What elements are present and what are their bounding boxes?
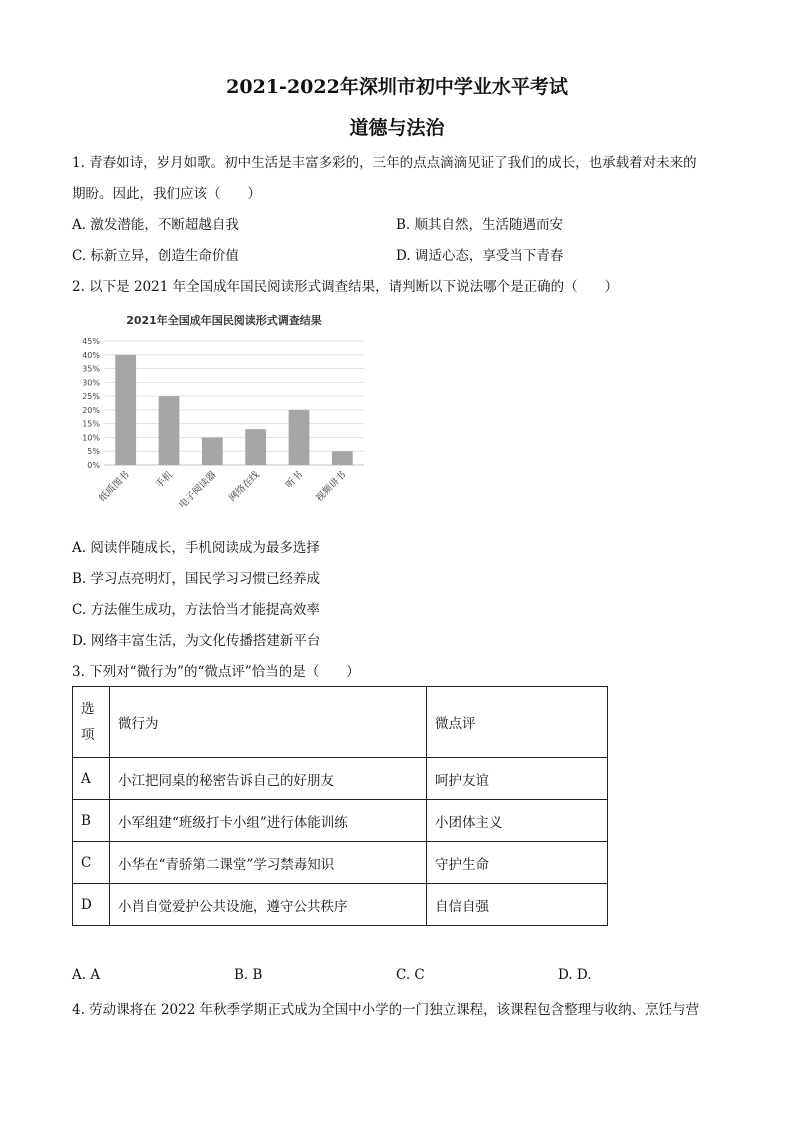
y-tick-label: 15% (82, 419, 100, 429)
q1-stem-line2: 期盼。因此，我们应该（ ） (72, 186, 261, 202)
header-option-cell (73, 687, 110, 758)
q2-option-d[interactable]: D. 网络丰富生活，为文化传播搭建新平台 (72, 633, 321, 649)
y-tick-label: 35% (82, 364, 100, 374)
chart-title: 2021年全国成年国民阅读形式调查结果 (126, 314, 322, 327)
bar (202, 437, 223, 465)
q1-option-b[interactable]: B. 顺其自然，生活随遇而安 (396, 217, 564, 233)
y-tick-label: 0% (87, 461, 100, 470)
row-behavior: 小华在“青骄第二课堂”学习禁毒知识 (110, 842, 427, 884)
y-tick-label: 30% (82, 378, 100, 388)
q3-option-a[interactable]: A. A (72, 967, 101, 983)
q1-option-d[interactable]: D. 调适心态，享受当下青春 (396, 248, 564, 264)
x-category-label: 电子阅读器 (177, 469, 219, 511)
q1-option-a[interactable]: A. 激发潜能，不断超越自我 (72, 217, 239, 233)
table-row (73, 758, 608, 800)
row-option: B (73, 800, 110, 842)
row-comment: 呵护友谊 (427, 758, 608, 800)
q3-stem: 3. 下列对“微行为”的“微点评”恰当的是（ ） (72, 664, 360, 680)
row-comment: 小团体主义 (427, 800, 608, 842)
reading-format-bar-chart (72, 305, 372, 527)
x-category-label: 视频讲书 (313, 469, 349, 505)
x-category-label: 网络在线 (227, 469, 262, 505)
bar (115, 355, 136, 465)
y-tick-label: 10% (82, 433, 100, 443)
row-comment: 自信自强 (427, 884, 608, 926)
y-tick-label: 5% (87, 447, 100, 457)
row-behavior: 小江把同桌的秘密告诉自己的好朋友 (110, 758, 427, 800)
table-row (73, 884, 608, 926)
row-comment: 守护生命 (427, 842, 608, 884)
q2-option-a[interactable]: A. 阅读伴随成长，手机阅读成为最多选择 (72, 540, 320, 556)
table-row (73, 800, 608, 842)
q4-stem-line1: 4. 劳动课将在 2022 年秋季学期正式成为全国中小学的一门独立课程，该课程包含整理与收纳、烹饪与营 (72, 1002, 700, 1018)
q3-option-d[interactable]: D. D. (558, 967, 592, 983)
exam-subject: 道德与法治 (349, 117, 445, 139)
q2-option-c[interactable]: C. 方法催生成功，方法恰当才能提高效率 (72, 602, 320, 618)
bar (159, 396, 180, 465)
bar (245, 429, 266, 465)
bar (289, 410, 310, 465)
exam-title: 2021-2022年深圳市初中学业水平考试 (226, 76, 568, 98)
row-option: C (73, 842, 110, 884)
y-tick-label: 25% (82, 392, 100, 402)
row-behavior: 小肖自觉爱护公共设施，遵守公共秩序 (110, 884, 427, 926)
header-comment: 微点评 (427, 687, 608, 758)
row-behavior: 小军组建“班级打卡小组”进行体能训练 (110, 800, 427, 842)
q2-option-b[interactable]: B. 学习点亮明灯，国民学习习惯已经养成 (72, 571, 321, 587)
bar (332, 451, 353, 465)
q1-stem-line1: 1. 青春如诗，岁月如歌。初中生活是丰富多彩的，三年的点点滴滴见证了我们的成长，也承载着对未来的 (72, 155, 697, 171)
q1-option-c[interactable]: C. 标新立异，创造生命价值 (72, 248, 239, 264)
header-behavior: 微行为 (110, 687, 427, 758)
x-category-label: 手机 (153, 469, 176, 491)
y-tick-label: 40% (82, 350, 100, 360)
q3-option-c[interactable]: C. C (396, 967, 425, 983)
header-option: 选项 (81, 701, 95, 743)
y-tick-label: 20% (82, 405, 100, 415)
table-header-row (73, 687, 608, 758)
table-row (73, 842, 608, 884)
row-option: A (73, 758, 110, 800)
q3-option-b[interactable]: B. B (234, 967, 263, 983)
x-category-label: 纸质图书 (97, 469, 132, 505)
y-tick-label: 45% (82, 337, 100, 346)
q3-table (72, 686, 608, 926)
x-category-label: 听书 (283, 469, 306, 491)
q2-stem: 2. 以下是 2021 年全国成年国民阅读形式调查结果，请判断以下说法哪个是正确的（ ） (72, 279, 619, 295)
row-option: D (73, 884, 110, 926)
